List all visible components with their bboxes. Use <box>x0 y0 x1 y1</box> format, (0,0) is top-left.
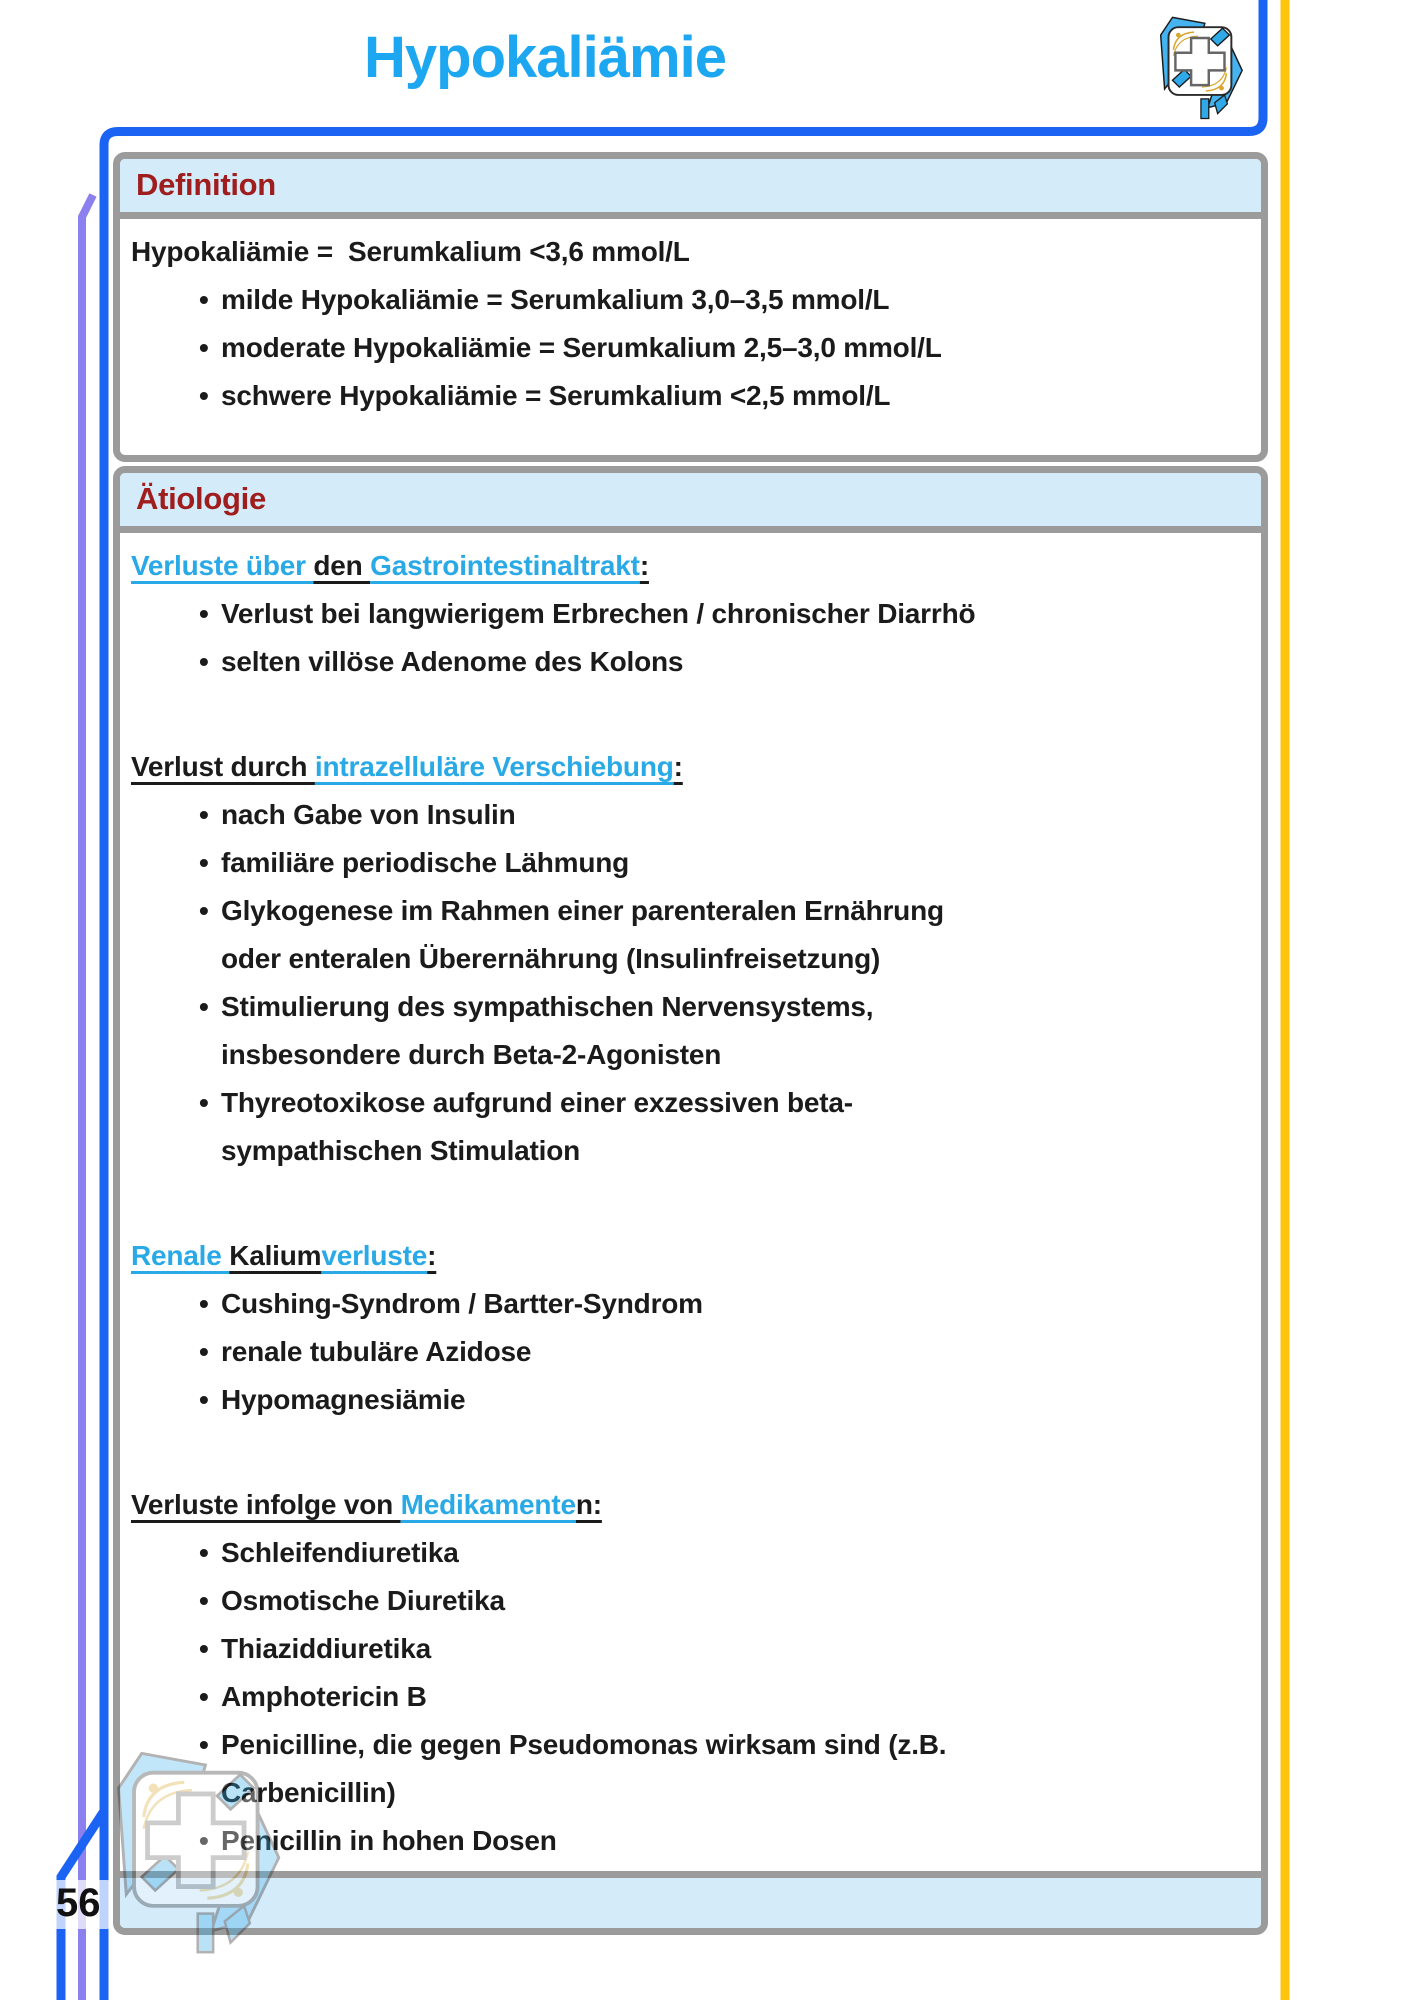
topic-group <box>131 743 1239 1175</box>
bullet-line: nach Gabe von Insulin <box>221 799 516 830</box>
bullet-glyph: • <box>199 847 209 878</box>
bullet-line: Osmotische Diuretika <box>221 1585 505 1616</box>
bullet-line: Glykogenese im Rahmen einer parenteralen Ernährung <box>221 895 944 926</box>
bullet-glyph: • <box>199 1681 209 1712</box>
bullet-text <box>221 1079 1239 1175</box>
bullet-line: Penicilline, die gegen Pseudomonas wirksam sind (z.B. <box>221 1729 947 1760</box>
definition-header <box>120 159 1261 219</box>
definition-header-label: Definition <box>136 167 276 202</box>
topic-heading <box>131 743 1239 791</box>
bullet-item <box>131 372 1239 420</box>
topic-heading <box>131 1481 1239 1529</box>
topic-heading-segment: Verluste infolge von <box>131 1489 401 1520</box>
bullet-glyph: • <box>199 646 209 677</box>
bullet-glyph: • <box>199 1384 209 1415</box>
bullet-line: Amphotericin B <box>221 1681 427 1712</box>
bullet-item <box>131 887 1239 983</box>
topic-heading <box>131 542 1239 590</box>
bullet-text <box>221 1529 1239 1577</box>
definition-panel <box>113 152 1268 462</box>
bullet-item <box>131 324 1239 372</box>
bullet-line: renale tubuläre Azidose <box>221 1336 532 1367</box>
bullet-text <box>221 1721 1239 1817</box>
bullet-line: Cushing-Syndrom / Bartter-Syndrom <box>221 1288 703 1319</box>
bullet-item <box>131 791 1239 839</box>
bullet-item <box>131 1328 1239 1376</box>
bullet-glyph: • <box>199 1087 209 1118</box>
bullet-line: milde Hypokaliämie = Serumkalium 3,0–3,5 mmol/L <box>221 284 890 315</box>
aetiologie-header <box>120 473 1261 533</box>
bullet-glyph: • <box>199 1825 209 1856</box>
bullet-text <box>221 1817 1239 1865</box>
bullet-glyph: • <box>199 1729 209 1760</box>
bullet-glyph: • <box>199 1537 209 1568</box>
bullet-item <box>131 638 1239 686</box>
topic-heading-segment: Verlust durch <box>131 751 315 782</box>
bullet-line: Thyreotoxikose aufgrund einer exzessiven beta- <box>221 1087 853 1118</box>
purple-margin-line <box>82 195 93 2000</box>
bullet-item <box>131 1376 1239 1424</box>
bullet-line: familiäre periodische Lähmung <box>221 847 630 878</box>
topic-group <box>131 1481 1239 1865</box>
bullet-text <box>221 638 1239 686</box>
bullet-line: Hypomagnesiämie <box>221 1384 466 1415</box>
bullet-text <box>221 1376 1239 1424</box>
aetiologie-panel <box>113 466 1268 1935</box>
bullet-text <box>221 324 1239 372</box>
aetiologie-header-label: Ätiologie <box>136 481 266 516</box>
bullet-line: insbesondere durch Beta-2-Agonisten <box>221 1039 722 1070</box>
aetiologie-footer-bar <box>120 1871 1261 1928</box>
topic-heading <box>131 1232 1239 1280</box>
bullet-line: Verlust bei langwierigem Erbrechen / chronischer Diarrhö <box>221 598 976 629</box>
page-number: 56 <box>46 1880 111 1929</box>
bullet-text <box>221 372 1239 420</box>
bullet-item <box>131 276 1239 324</box>
topic-heading-segment: : <box>427 1240 437 1271</box>
bullet-glyph: • <box>199 1336 209 1367</box>
bullet-line: Carbenicillin) <box>221 1777 396 1808</box>
bullet-glyph: • <box>199 895 209 926</box>
aetiologie-body <box>120 533 1261 1871</box>
bullet-text <box>221 839 1239 887</box>
topic-heading-segment: n: <box>575 1489 602 1520</box>
topic-heading-segment: : <box>673 751 683 782</box>
topic-heading-segment: den <box>313 550 371 581</box>
definition-bullets <box>131 276 1239 420</box>
bullet-line: Stimulierung des sympathischen Nervensystems, <box>221 991 874 1022</box>
bullet-item <box>131 1817 1239 1865</box>
bullet-line: Penicillin in hohen Dosen <box>221 1825 557 1856</box>
bullet-glyph: • <box>199 1585 209 1616</box>
medical-cross-logo <box>1143 8 1251 122</box>
topic-heading-segment: Renale <box>131 1240 230 1271</box>
bullet-line: selten villöse Adenome des Kolons <box>221 646 684 677</box>
bullet-item <box>131 1529 1239 1577</box>
bullet-text <box>221 887 1239 983</box>
bullet-text <box>221 590 1239 638</box>
bullet-text <box>221 983 1239 1079</box>
bullet-glyph: • <box>199 284 209 315</box>
topic-heading-segment: Gastrointestinaltrakt <box>370 550 640 581</box>
page-title: Hypokaliämie <box>364 25 726 90</box>
definition-intro: Hypokaliämie = Serumkalium <3,6 mmol/L <box>131 236 690 267</box>
bullet-text <box>221 1577 1239 1625</box>
topic-heading-segment: Medikamente <box>400 1489 576 1520</box>
bullet-glyph: • <box>199 380 209 411</box>
topic-group <box>131 1232 1239 1424</box>
topic-heading-segment: intrazelluläre Verschiebung <box>314 751 674 782</box>
bullet-glyph: • <box>199 991 209 1022</box>
topic-heading-segment: Verluste über <box>131 550 314 581</box>
bullet-line: schwere Hypokaliämie = Serumkalium <2,5 mmol/L <box>221 380 891 411</box>
topic-heading-segment: verluste <box>321 1240 428 1271</box>
bullet-item <box>131 1280 1239 1328</box>
bullet-item <box>131 1625 1239 1673</box>
bullet-item <box>131 983 1239 1079</box>
bullet-glyph: • <box>199 799 209 830</box>
bullet-glyph: • <box>199 1288 209 1319</box>
bullet-item <box>131 1577 1239 1625</box>
bullet-text <box>221 791 1239 839</box>
bullet-item <box>131 1673 1239 1721</box>
logo-mark-bar <box>1201 99 1209 119</box>
bullet-text <box>221 1625 1239 1673</box>
bullet-glyph: • <box>199 598 209 629</box>
bullet-item <box>131 1079 1239 1175</box>
bullet-text <box>221 1673 1239 1721</box>
bullet-line: sympathischen Stimulation <box>221 1135 581 1166</box>
bullet-line: Schleifendiuretika <box>221 1537 459 1568</box>
aetiologie-groups <box>131 542 1239 1865</box>
topic-heading-segment: : <box>639 550 649 581</box>
bullet-text <box>221 1328 1239 1376</box>
bullet-item <box>131 839 1239 887</box>
bullet-item <box>131 590 1239 638</box>
bullet-line: moderate Hypokaliämie = Serumkalium 2,5–3,0 mmol/L <box>221 332 942 363</box>
bullet-line: Thiaziddiuretika <box>221 1633 431 1664</box>
bullet-line: oder enteralen Überernährung (Insulinfreisetzung) <box>221 943 881 974</box>
bullet-glyph: • <box>199 332 209 363</box>
bullet-glyph: • <box>199 1633 209 1664</box>
topic-group <box>131 542 1239 686</box>
bullet-text <box>221 276 1239 324</box>
bullet-text <box>221 1280 1239 1328</box>
bullet-item <box>131 1721 1239 1817</box>
topic-heading-segment: Kalium <box>229 1240 322 1271</box>
definition-body <box>120 219 1261 455</box>
